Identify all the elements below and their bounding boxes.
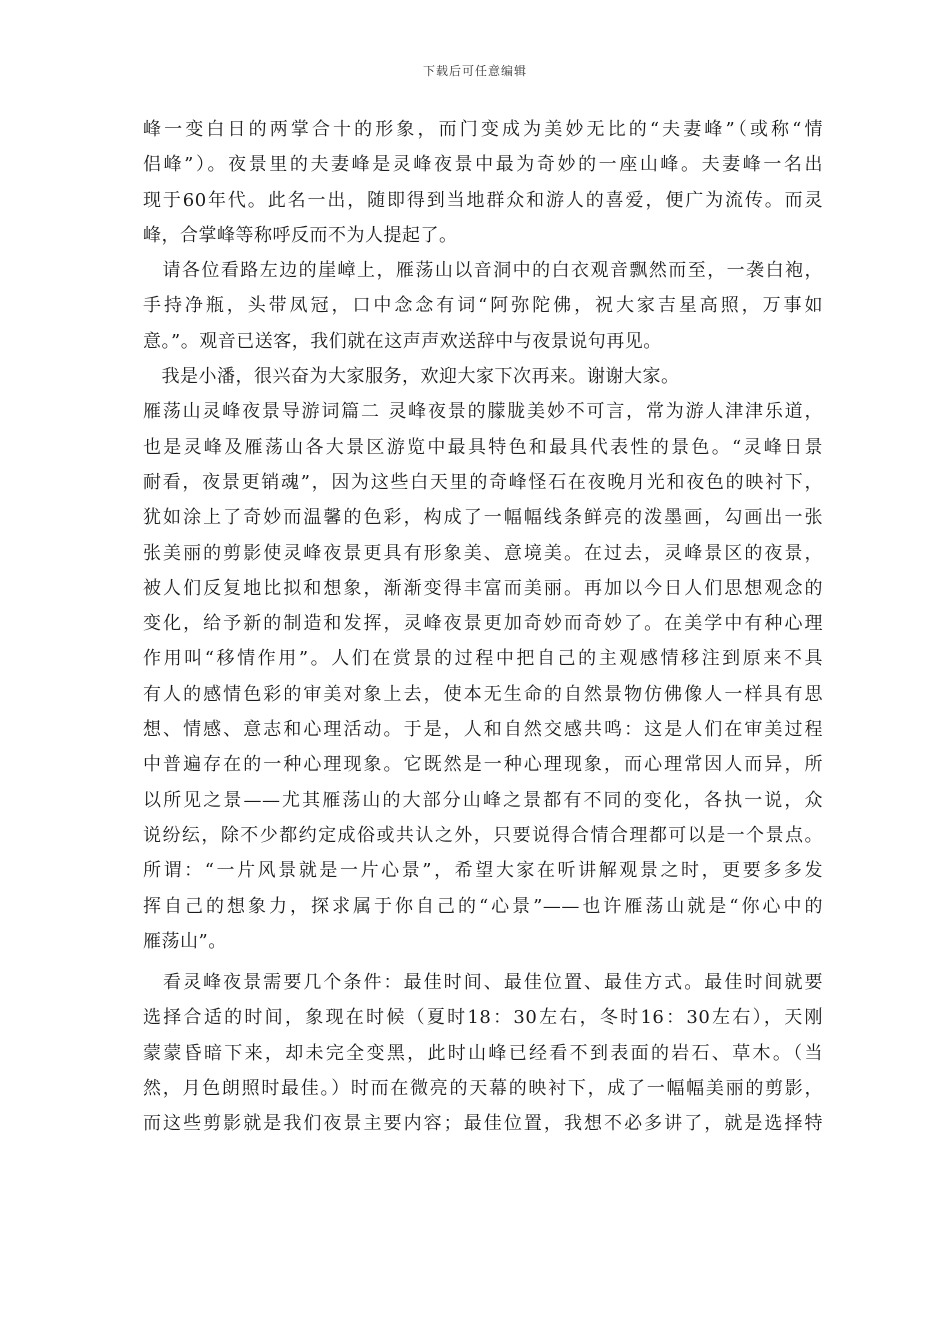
text-line: 中普遍存在的一种心理现象。它既然是一种心理现象，而心理常因人而异，所 — [143, 754, 823, 776]
paragraph-1 — [143, 112, 823, 253]
text-line: 我是小潘，很兴奋为大家服务，欢迎大家下次再来。谢谢大家。 — [143, 366, 680, 388]
text-line: 被人们反复地比拟和想象，渐渐变得丰富而美丽。再加以今日人们思想观念的 — [143, 577, 823, 599]
section-heading-line: 雁荡山灵峰夜景导游词篇二 灵峰夜景的朦胧美妙不可言，常为游人津津乐道， — [143, 401, 823, 423]
text-line: 张美丽的剪影使灵峰夜景更具有形象美、意境美。在过去，灵峰景区的夜景， — [143, 542, 823, 564]
document-body — [143, 112, 823, 1142]
text-line: 作用叫“移情作用”。人们在赏景的过程中把自己的主观感情移注到原来不具 — [143, 648, 823, 670]
text-line: 侣峰”）。夜景里的夫妻峰是灵峰夜景中最为奇妙的一座山峰。夫妻峰一名出 — [143, 154, 823, 176]
text-line: 雁荡山”。 — [143, 930, 227, 952]
text-line: 手持净瓶，头带凤冠，口中念念有词“阿弥陀佛，祝大家吉星高照，万事如 — [143, 295, 823, 317]
text-line: 而这些剪影就是我们夜景主要内容；最佳位置，我想不必多讲了，就是选择特 — [143, 1113, 823, 1135]
text-line: 变化，给予新的制造和发挥，灵峰夜景更加奇妙而奇妙了。在美学中有种心理 — [143, 613, 823, 635]
text-line: 蒙蒙昏暗下来，却未完全变黑，此时山峰已经看不到表面的岩石、草木。（当 — [143, 1042, 823, 1064]
text-line: 选择合适的时间，象现在时候（夏时18：30左右，冬时16：30左右），天刚 — [143, 1007, 823, 1029]
paragraph-5 — [143, 965, 823, 1141]
text-line: 也是灵峰及雁荡山各大景区游览中最具特色和最具代表性的景色。“灵峰日景 — [143, 436, 823, 458]
paragraph-3 — [143, 359, 823, 394]
text-line: 有人的感情色彩的审美对象上去，使本无生命的自然景物仿佛像人一样具有思 — [143, 683, 823, 705]
text-line: 看灵峰夜景需要几个条件：最佳时间、最佳位置、最佳方式。最佳时间就要 — [143, 972, 823, 994]
text-line: 想、情感、意志和心理活动。于是，人和自然交感共鸣：这是人们在审美过程 — [143, 719, 823, 741]
text-line: 挥自己的想象力，探求属于你自己的“心景”——也许雁荡山就是“你心中的 — [143, 895, 823, 917]
text-line: 峰，合掌峰等称呼反而不为人提起了。 — [143, 224, 458, 246]
text-line: 以所见之景——尤其雁荡山的大部分山峰之景都有不同的变化，各执一说，众 — [143, 789, 823, 811]
paragraph-2 — [143, 253, 823, 359]
text-line: 意。”。观音已送客，我们就在这声声欢送辞中与夜景说句再见。 — [143, 330, 662, 352]
text-line: 说纷纭，除不少都约定成俗或共认之外，只要说得合情合理都可以是一个景点。 — [143, 824, 823, 846]
page-header: 下载后可任意编辑 — [422, 64, 527, 78]
paragraph-4 — [143, 394, 823, 959]
text-line: 所谓：“一片风景就是一片心景”，希望大家在听讲解观景之时，更要多多发 — [143, 860, 823, 882]
text-line: 然，月色朗照时最佳。）时而在微亮的天幕的映衬下，成了一幅幅美丽的剪影， — [143, 1078, 823, 1100]
text-line: 犹如涂上了奇妙而温馨的色彩，构成了一幅幅线条鲜亮的泼墨画，勾画出一张 — [143, 507, 823, 529]
text-line: 请各位看路左边的崖嶂上，雁荡山以音洞中的白衣观音飘然而至，一袭白袍， — [143, 260, 823, 282]
text-line: 耐看，夜景更销魂”，因为这些白天里的奇峰怪石在夜晚月光和夜色的映衬下， — [143, 471, 823, 493]
text-line: 现于60年代。此名一出，随即得到当地群众和游人的喜爱，便广为流传。而灵 — [143, 189, 823, 211]
text-line: 峰一变白日的两掌合十的形象，而门变成为美妙无比的“夫妻峰”（或称“情 — [143, 119, 823, 140]
